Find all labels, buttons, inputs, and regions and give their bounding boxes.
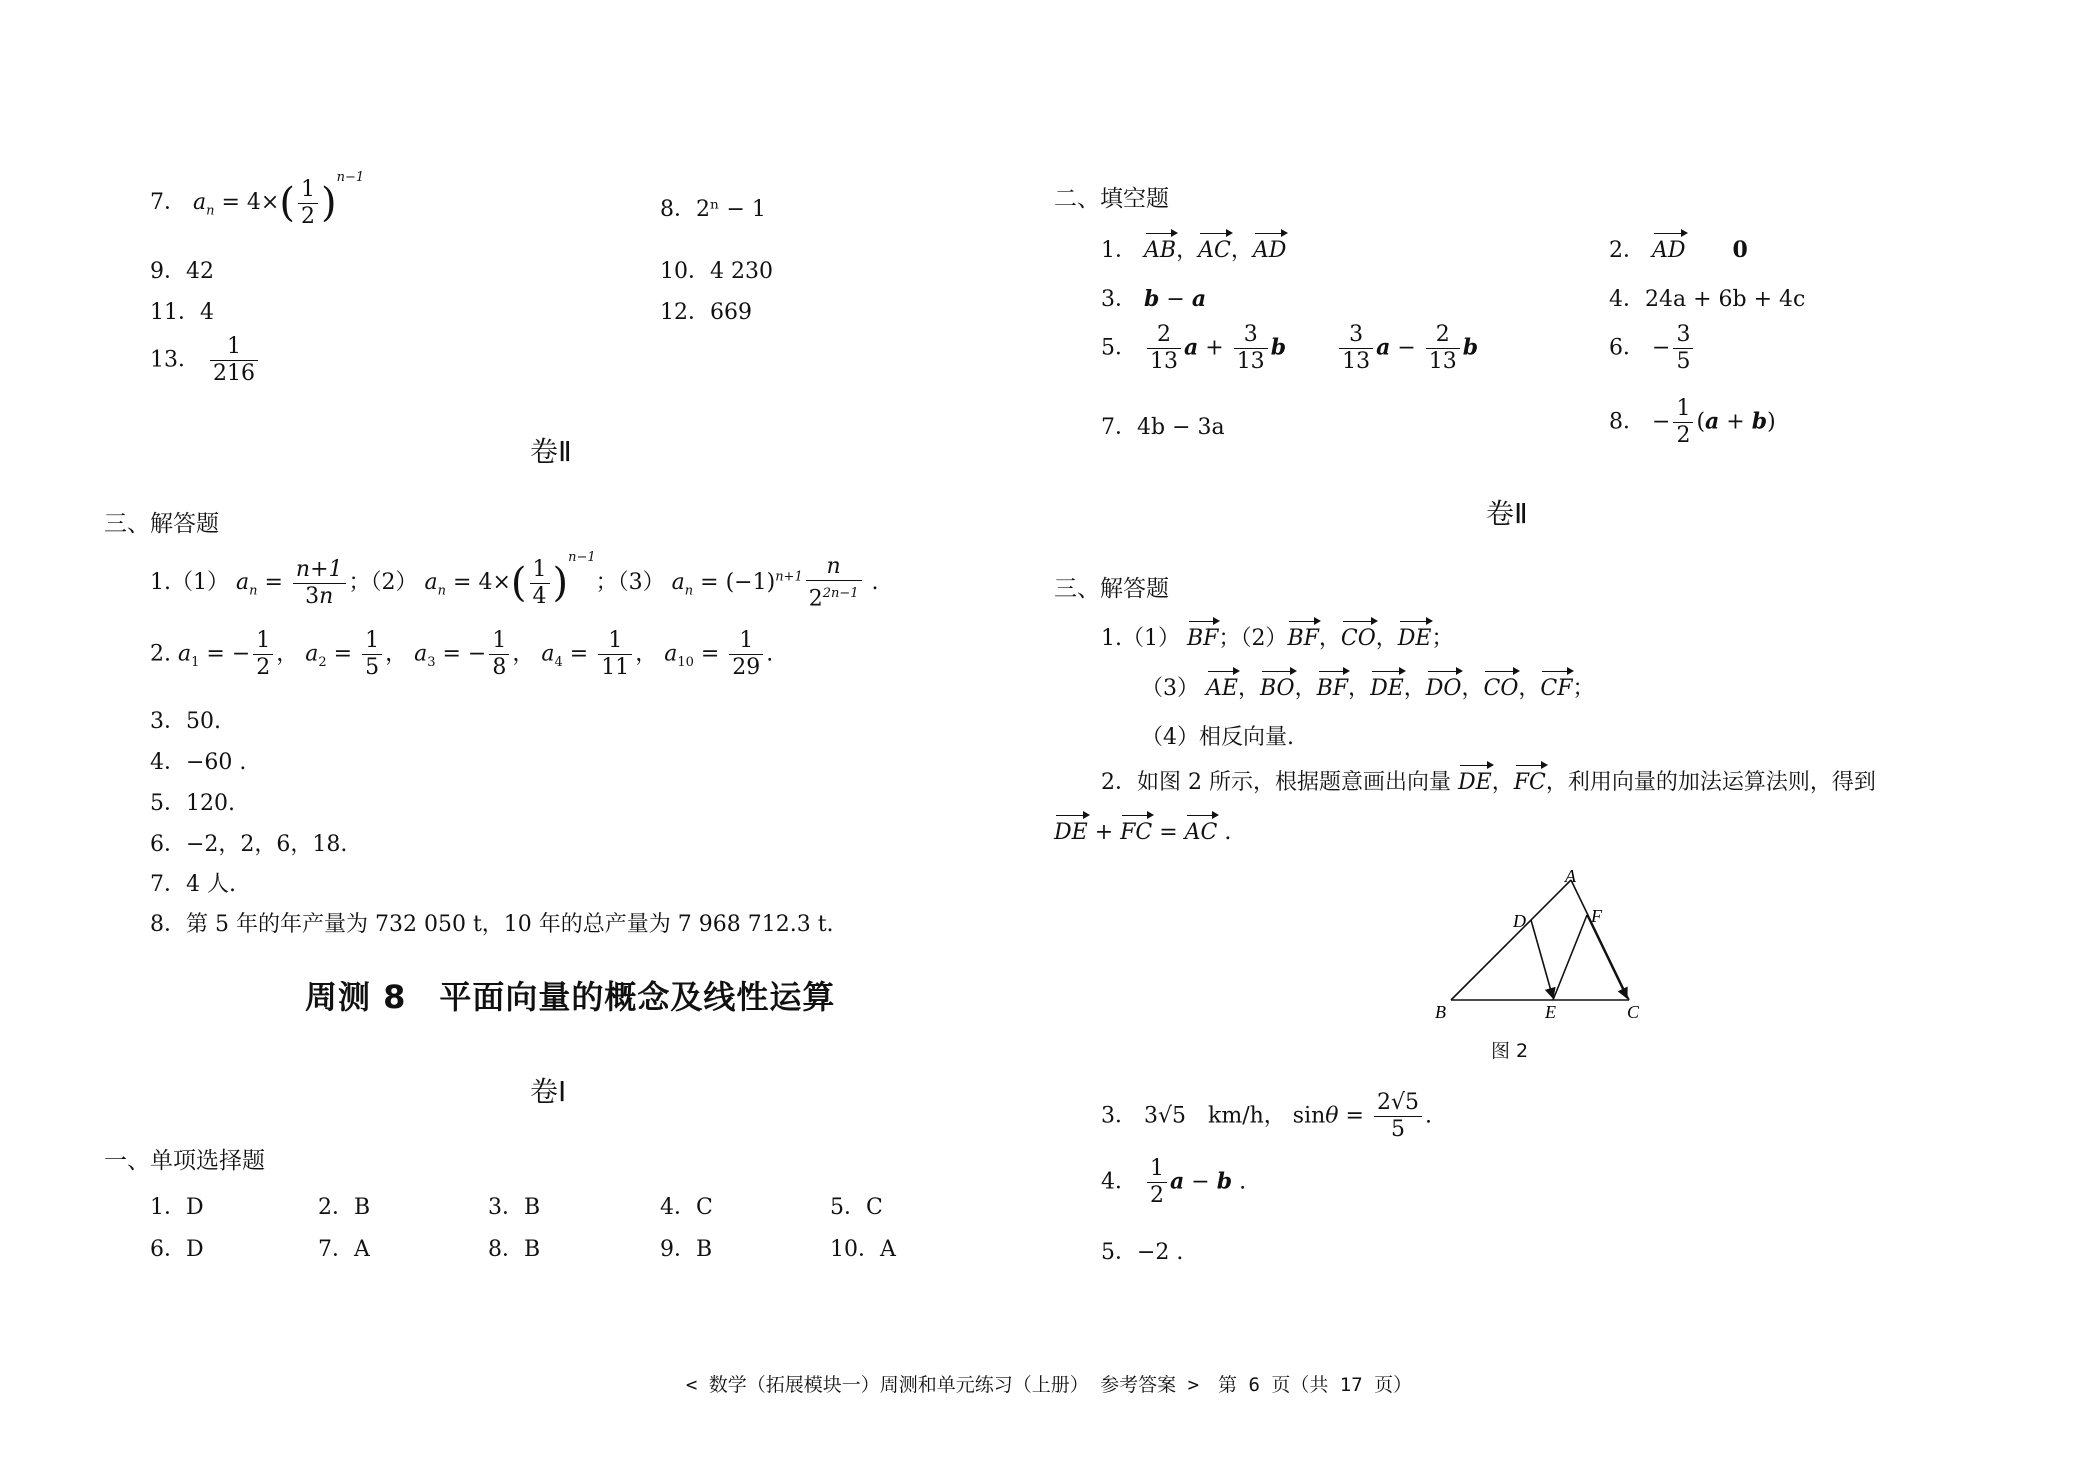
solution-2-text-end: ，利用向量的加法运算法则，得到 (1545, 770, 1876, 795)
fill-6: 6． − $\frac{3}{5}$ (1609, 322, 1696, 375)
section-2-heading: 二、填空题 (1054, 186, 1169, 212)
section-3-heading: 三、解答题 (1054, 576, 1169, 602)
answer-9: 9．42 (150, 259, 214, 284)
fill-7: 7．4b − 3a (1101, 415, 1225, 440)
triangle-figure (1429, 870, 1689, 1020)
fill-2: 2． AD 0 (1609, 230, 1748, 264)
fill-1: 1． AB，AC，AD (1101, 230, 1286, 264)
figure-caption: 图 2 (1491, 1040, 1529, 1062)
zero-vector: 0 (1732, 237, 1748, 263)
solution-sub-label: （3） (1141, 676, 1199, 701)
solution-4: 4． $\frac{1}{2}$ a − b . (1101, 1156, 1247, 1208)
solution-6: 6．−2，2，6，18. (150, 832, 348, 857)
solution-2: 2. $a_1$ = − $\frac{1}{2}$ ， $a_2$ = $\frac{1}{5}$ ， $a_3$ = − $\frac{1}{8}$ ， $a_4$ = $\frac{1}{11}$ ， $a_{10}$ = $\frac{1}{29}$ . (150, 628, 774, 680)
segment-ef (1553, 915, 1587, 1000)
label-e: E (1545, 1002, 1556, 1020)
solution-3: 3．50. (150, 709, 221, 734)
solution-label: 2. (150, 641, 171, 667)
solution-2-equation: DE + FC = AC . (1054, 812, 1231, 845)
solution-sub-label: ；（2） (1218, 626, 1288, 651)
choice-item: 8．B (488, 1237, 541, 1262)
fill-4: 4．24a + 6b + 4c (1609, 287, 1806, 312)
fill-label: 3． (1101, 287, 1137, 312)
section-1-heading: 一、单项选择题 (104, 1148, 265, 1174)
solution-1: 1.（1） $a_n$ = $\frac{n+1}{3n}$ ；（2） $a_n = 4\times$( $\frac{1}{4}$ )$^{n-1}$；（3） $a_n = (-1)^{n+1}$ $\frac{n}{2^{2n-1}}$ . (150, 550, 879, 612)
label-d: D (1513, 911, 1526, 931)
volume-2-heading: 卷Ⅱ (1486, 497, 1528, 530)
fill-label: 2． (1609, 238, 1645, 263)
vector-fc (1587, 915, 1627, 998)
solution-label: 4． (1101, 1169, 1137, 1195)
label-c: C (1627, 1002, 1640, 1020)
solution-label: 1.（1） (150, 570, 229, 595)
fill-3: 3． b − a (1101, 286, 1207, 312)
solution-1: 1.（1） BF；（2）BF，CO，DE； (1101, 618, 1454, 652)
solution-4: 4．−60 . (150, 750, 247, 775)
label-a: A (1565, 870, 1576, 886)
label-b: B (1435, 1002, 1446, 1020)
solution-1-part-3: （3） AE，BO，BF，DE，DO，CO，CF； (1141, 668, 1595, 702)
solution-5: 5．120. (150, 791, 235, 816)
section-3-heading: 三、解答题 (104, 511, 219, 537)
side-ab (1451, 880, 1571, 1000)
answer-10: 10．4 230 (660, 259, 773, 284)
solution-label: 3． (1101, 1103, 1137, 1129)
page-footer: < 数学（拓展模块一）周测和单元练习（上册） 参考答案 > 第 6 页（共 17 页） (685, 1374, 1413, 1396)
fill-label: 5． (1101, 335, 1137, 361)
volume-2-heading: 卷Ⅱ (530, 435, 572, 468)
answer-11: 11．4 (150, 300, 214, 325)
answer-13: 13． $\frac{1}{216}$ (150, 334, 261, 387)
fill-label: 6． (1609, 335, 1645, 361)
answer-label: 13． (150, 347, 200, 373)
solution-1-part-4: （4）相反向量. (1141, 725, 1294, 750)
solution-label: 1.（1） (1101, 626, 1180, 651)
label-f: F (1591, 906, 1602, 926)
choice-item: 9．B (660, 1237, 713, 1262)
choice-item: 3．B (488, 1195, 541, 1220)
choice-item: 7．A (318, 1237, 370, 1262)
fill-5: 5． $\frac{2}{13}$ a + $\frac{3}{13}$ b $\frac{3}{13}$ a − $\frac{2}{13}$ b (1101, 322, 1479, 374)
week-test-title: 周测 8 平面向量的概念及线性运算 (305, 978, 836, 1016)
solution-8: 8．第 5 年的年产量为 732 050 t，10 年的总产量为 7 968 712.3 t. (150, 912, 834, 937)
side-ac (1571, 880, 1629, 1000)
fill-label: 8． (1609, 409, 1645, 435)
answer-label: 7． (150, 190, 186, 215)
choice-item: 4．C (660, 1195, 713, 1220)
solution-2: 2．如图 2 所示，根据题意画出向量 DE，FC，利用向量的加法运算法则，得到 (1101, 762, 1876, 796)
volume-1-heading: 卷Ⅰ (530, 1075, 567, 1108)
solution-3: 3． 3√5 km/h， sinθ = $\frac{2√5}{5}$ . (1101, 1090, 1432, 1142)
choice-item: 6．D (150, 1237, 204, 1262)
speed-unit: km/h， (1208, 1103, 1286, 1129)
answer-8: 8．2ⁿ − 1 (660, 197, 766, 222)
choice-item: 10．A (830, 1237, 896, 1262)
choice-item: 5．C (830, 1195, 883, 1220)
answer-12: 12．669 (660, 300, 752, 325)
vector-de (1531, 920, 1553, 998)
fill-8: 8． − $\frac{1}{2}$ (a + b) (1609, 396, 1776, 448)
solution-2-text: 2．如图 2 所示，根据题意画出向量 (1101, 770, 1451, 795)
choice-item: 2．B (318, 1195, 371, 1220)
choice-item: 1．D (150, 1195, 204, 1220)
answer-7: 7． $a_n = 4\times$( $\frac{1}{2}$ )$^{n-1}$ (150, 170, 365, 229)
solution-7: 7．4 人. (150, 872, 236, 897)
solution-5: 5．−2 . (1101, 1240, 1184, 1265)
fill-label: 1． (1101, 238, 1137, 263)
